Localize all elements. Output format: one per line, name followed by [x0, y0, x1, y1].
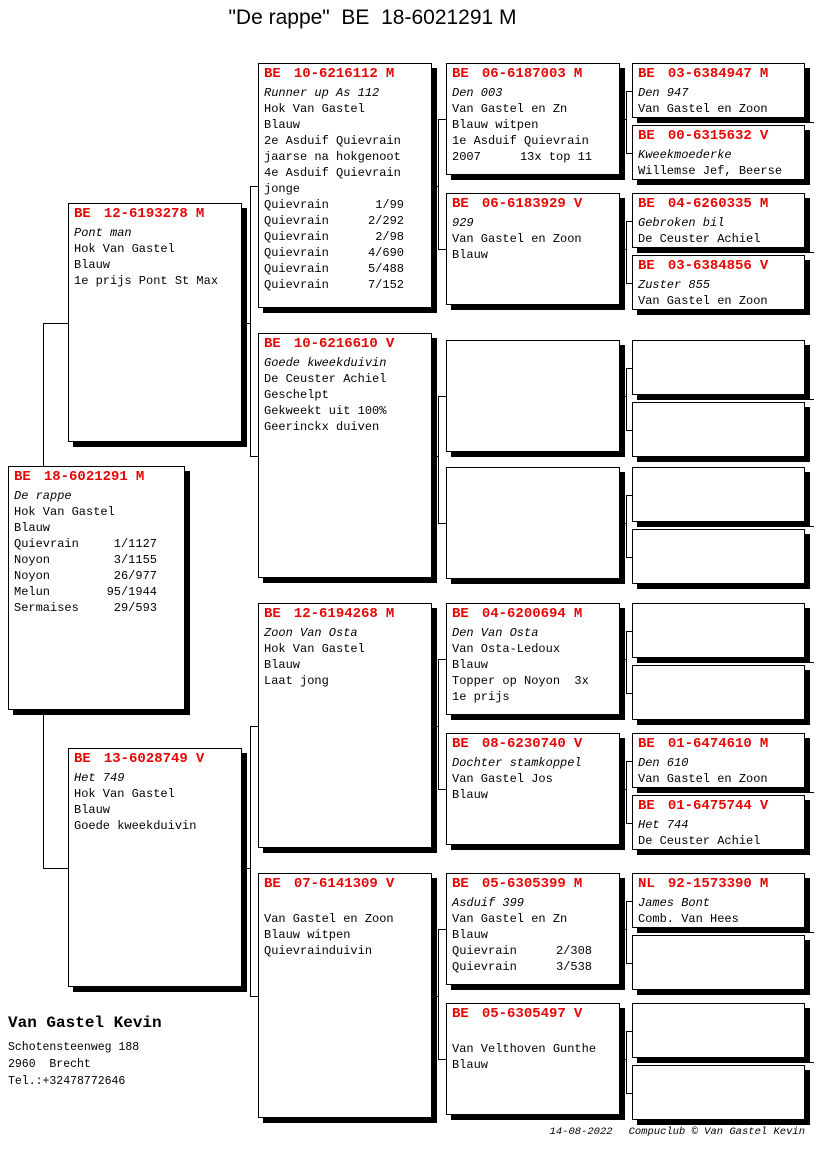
pigeon-name: Runner up As 112 [264, 86, 380, 100]
page-title: "De rappe" BE 18-6021291 M [228, 6, 517, 29]
info-line: Van Gastel en Zn [452, 102, 568, 116]
race-result: Quievrain 3/538 [452, 960, 592, 974]
info-line: Van Gastel en Zoon [638, 102, 768, 116]
connector-line [626, 495, 632, 496]
ring-number: BE 10-6216112 M [264, 66, 395, 82]
info-line: Geschelpt [264, 388, 329, 402]
race-result: Noyon 26/977 [14, 569, 157, 583]
info-line: De Ceuster Achiel [638, 834, 761, 848]
race-result: Quievrain 2/98 [264, 230, 404, 244]
connector-line [805, 792, 814, 793]
connector-line [626, 221, 627, 283]
pedigree-box-01-6475744 [632, 795, 805, 850]
owner-block [8, 1014, 162, 1090]
pigeon-name: Pont man [74, 226, 132, 240]
info-line: Blauw [452, 788, 489, 802]
ring-number: NL 92-1573390 M [638, 876, 769, 892]
pigeon-name: Dochter stamkoppel [452, 756, 582, 770]
connector-line [438, 789, 446, 790]
connector-line [626, 631, 627, 693]
info-line: Hok Van Gastel [264, 642, 365, 656]
info-line: Blauw [452, 928, 489, 942]
connector-line [250, 456, 258, 457]
connector-line [626, 153, 632, 154]
pedigree-box-08-6230740 [446, 733, 620, 845]
info-line: De Ceuster Achiel [638, 232, 761, 246]
connector-line [626, 901, 632, 902]
connector-line [805, 1062, 814, 1063]
pedigree-box-empty [446, 340, 620, 452]
info-line: 1e Asduif Quievrain [452, 134, 589, 148]
race-result: Quievrain 1/1127 [14, 537, 157, 551]
pigeon-name: Het 749 [74, 771, 125, 785]
info-line: Hok Van Gastel [264, 102, 365, 116]
info-line: 4e Asduif Quievrain [264, 166, 401, 180]
race-result: Melun 95/1944 [14, 585, 157, 599]
connector-line [626, 91, 627, 153]
info-line: Van Gastel Jos [452, 772, 553, 786]
pigeon-name: De rappe [14, 489, 72, 503]
connector-line [438, 1059, 446, 1060]
connector-line [626, 693, 632, 694]
connector-line [626, 430, 632, 431]
pigeon-name: Zuster 855 [638, 278, 711, 292]
pedigree-box-10-6216112 [258, 63, 432, 308]
pedigree-box-07-6141309 [258, 873, 432, 1118]
ring-number: BE 04-6260335 M [638, 196, 769, 212]
info-line: Comb. Van Hees [638, 912, 739, 926]
ring-number: BE 01-6475744 V [638, 798, 769, 814]
connector-line [626, 963, 632, 964]
connector-line [626, 761, 632, 762]
connector-line [250, 186, 258, 187]
connector-line [805, 662, 814, 663]
pedigree-box-04-6200694 [446, 603, 620, 715]
owner-name: Van Gastel Kevin [8, 1014, 162, 1032]
pedigree-box-empty [632, 1003, 805, 1058]
pedigree-box-empty [632, 1065, 805, 1120]
info-line: Quievrainduivin [264, 944, 373, 958]
info-line: Blauw [74, 258, 111, 272]
info-line: jonge [264, 182, 301, 196]
info-line: Blauw witpen [452, 118, 539, 132]
pigeon-name: Gebroken bil [638, 216, 725, 230]
ring-number: BE 12-6193278 M [74, 206, 205, 222]
race-result: Quievrain 2/292 [264, 214, 404, 228]
connector-line [626, 631, 632, 632]
pigeon-name: Den Van Osta [452, 626, 539, 640]
connector-line [43, 323, 68, 324]
connector-line [626, 495, 627, 557]
pedigree-box-empty [632, 467, 805, 522]
pigeon-name: Den 003 [452, 86, 503, 100]
pigeon-name: Den 947 [638, 86, 689, 100]
footer [550, 1126, 805, 1138]
info-line: Blauw [264, 118, 301, 132]
info-line: Hok Van Gastel [74, 242, 175, 256]
pedigree-box-empty [632, 402, 805, 457]
connector-line [438, 523, 446, 524]
pedigree-box-06-6187003 [446, 63, 620, 175]
info-line: Geerinckx duiven [264, 420, 380, 434]
pedigree-box-empty [632, 529, 805, 584]
race-result: Quievrain 5/488 [264, 262, 404, 276]
connector-line [438, 119, 439, 249]
ring-number: BE 07-6141309 V [264, 876, 395, 892]
race-result: Quievrain 7/152 [264, 278, 404, 292]
pigeon-name [452, 1025, 614, 1041]
pedigree-box-empty [632, 603, 805, 658]
race-result: Noyon 3/1155 [14, 553, 157, 567]
info-line: Blauw [452, 1058, 489, 1072]
info-line: Blauw [452, 248, 489, 262]
pedigree-box-empty [632, 665, 805, 720]
connector-line [438, 396, 446, 397]
race-result: 2007 13x top 11 [452, 150, 592, 164]
pigeon-name: Goede kweekduivin [264, 356, 387, 370]
info-line: Van Gastel en Zoon [264, 912, 394, 926]
pedigree-box-05-6305399 [446, 873, 620, 985]
owner-address-line2: 2960 Brecht [8, 1058, 91, 1071]
info-line: Hok Van Gastel [14, 505, 115, 519]
connector-line [438, 929, 439, 1059]
pigeon-name: Zoon Van Osta [264, 626, 358, 640]
connector-line [626, 557, 632, 558]
connector-line [438, 119, 446, 120]
connector-line [250, 186, 251, 456]
pigeon-name: 929 [452, 216, 474, 230]
connector-line [438, 659, 439, 789]
race-result: Quievrain 1/99 [264, 198, 404, 212]
ring-number: BE 05-6305399 M [452, 876, 583, 892]
connector-line [242, 323, 250, 324]
connector-line [805, 526, 814, 527]
info-line: Goede kweekduivin [74, 819, 197, 833]
pigeon-name: Den 610 [638, 756, 689, 770]
connector-line [626, 761, 627, 823]
connector-line [250, 726, 251, 996]
info-line: Hok Van Gastel [74, 787, 175, 801]
connector-line [626, 1093, 632, 1094]
pedigree-box-12-6193278 [68, 203, 242, 442]
connector-line [626, 91, 632, 92]
ring-number: BE 06-6183929 V [452, 196, 583, 212]
info-line: Gekweekt uit 100% [264, 404, 387, 418]
pedigree-box-92-1573390 [632, 873, 805, 928]
pigeon-name: Kweekmoederke [638, 148, 732, 162]
info-line: 2e Asduif Quievrain [264, 134, 401, 148]
owner-address-line1: Schotensteenweg 188 [8, 1041, 140, 1054]
connector-line [626, 823, 632, 824]
connector-line [626, 368, 632, 369]
info-line: Van Gastel en Zoon [452, 232, 582, 246]
race-result: Sermaises 29/593 [14, 601, 157, 615]
pedigree-box-empty [446, 467, 620, 579]
info-line: 1e prijs Pont St Max [74, 274, 219, 288]
ring-number: BE 03-6384947 M [638, 66, 769, 82]
ring-number: BE 18-6021291 M [14, 469, 145, 485]
info-line: Topper op Noyon 3x [452, 674, 589, 688]
pedigree-box-03-6384947 [632, 63, 805, 118]
info-line: Van Gastel en Zoon [638, 294, 768, 308]
info-line: Van Velthoven Gunthe [452, 1042, 597, 1056]
connector-line [805, 932, 814, 933]
info-line: 1e prijs [452, 690, 510, 704]
pedigree-box-05-6305497 [446, 1003, 620, 1115]
ring-number: BE 08-6230740 V [452, 736, 583, 752]
pedigree-box-04-6260335 [632, 193, 805, 248]
pigeon-name: James Bont [638, 896, 711, 910]
connector-line [805, 399, 814, 400]
pigeon-name [264, 895, 426, 911]
connector-line [43, 323, 44, 467]
pedigree-box-10-6216610 [258, 333, 432, 578]
connector-line [626, 1031, 627, 1093]
footer-date: 14-08-2022 [549, 1126, 613, 1138]
ring-number: BE 03-6384856 V [638, 258, 769, 274]
race-result: Quievrain 4/690 [264, 246, 404, 260]
ring-number: BE 05-6305497 V [452, 1006, 583, 1022]
connector-line [805, 252, 814, 253]
ring-number: BE 04-6200694 M [452, 606, 583, 622]
info-line: Blauw [264, 658, 301, 672]
connector-line [250, 996, 258, 997]
connector-line [438, 659, 446, 660]
info-line: De Ceuster Achiel [264, 372, 387, 386]
pedigree-box-12-6194268 [258, 603, 432, 848]
pigeon-name: Asduif 399 [452, 896, 525, 910]
ring-number: BE 12-6194268 M [264, 606, 395, 622]
info-line: Van Gastel en Zn [452, 912, 568, 926]
connector-line [626, 1031, 632, 1032]
connector-line [438, 929, 446, 930]
pedigree-box-06-6183929 [446, 193, 620, 305]
info-line: Blauw [452, 658, 489, 672]
connector-line [242, 868, 250, 869]
connector-line [626, 283, 632, 284]
pedigree-box-13-6028749 [68, 748, 242, 987]
connector-line [626, 901, 627, 963]
connector-line [626, 221, 632, 222]
ring-number: BE 01-6474610 M [638, 736, 769, 752]
ring-number: BE 06-6187003 M [452, 66, 583, 82]
info-line: jaarse na hokgenoot [264, 150, 401, 164]
ring-number: BE 00-6315632 V [638, 128, 769, 144]
info-line: Blauw [14, 521, 51, 535]
info-line: Willemse Jef, Beerse [638, 164, 783, 178]
pedigree-box-03-6384856 [632, 255, 805, 310]
connector-line [43, 868, 68, 869]
connector-line [438, 249, 446, 250]
info-line: Laat jong [264, 674, 329, 688]
pedigree-box-00-6315632 [632, 125, 805, 180]
info-line: Van Gastel en Zoon [638, 772, 768, 786]
connector-line [626, 368, 627, 430]
connector-line [43, 710, 44, 868]
ring-number: BE 13-6028749 V [74, 751, 205, 767]
pedigree-box-empty [632, 340, 805, 395]
connector-line [250, 726, 258, 727]
connector-line [805, 122, 814, 123]
pedigree-box-empty [632, 935, 805, 990]
info-line: Van Osta-Ledoux [452, 642, 561, 656]
info-line: Blauw [74, 803, 111, 817]
ring-number: BE 10-6216610 V [264, 336, 395, 352]
pigeon-name: Het 744 [638, 818, 689, 832]
connector-line [438, 396, 439, 523]
race-result: Quievrain 2/308 [452, 944, 592, 958]
pedigree-box-18-6021291 [8, 466, 185, 710]
info-line: Blauw witpen [264, 928, 351, 942]
pedigree-box-01-6474610 [632, 733, 805, 788]
footer-credit: Compuclub © Van Gastel Kevin [628, 1126, 805, 1138]
owner-phone: Tel.:+32478772646 [8, 1075, 126, 1088]
